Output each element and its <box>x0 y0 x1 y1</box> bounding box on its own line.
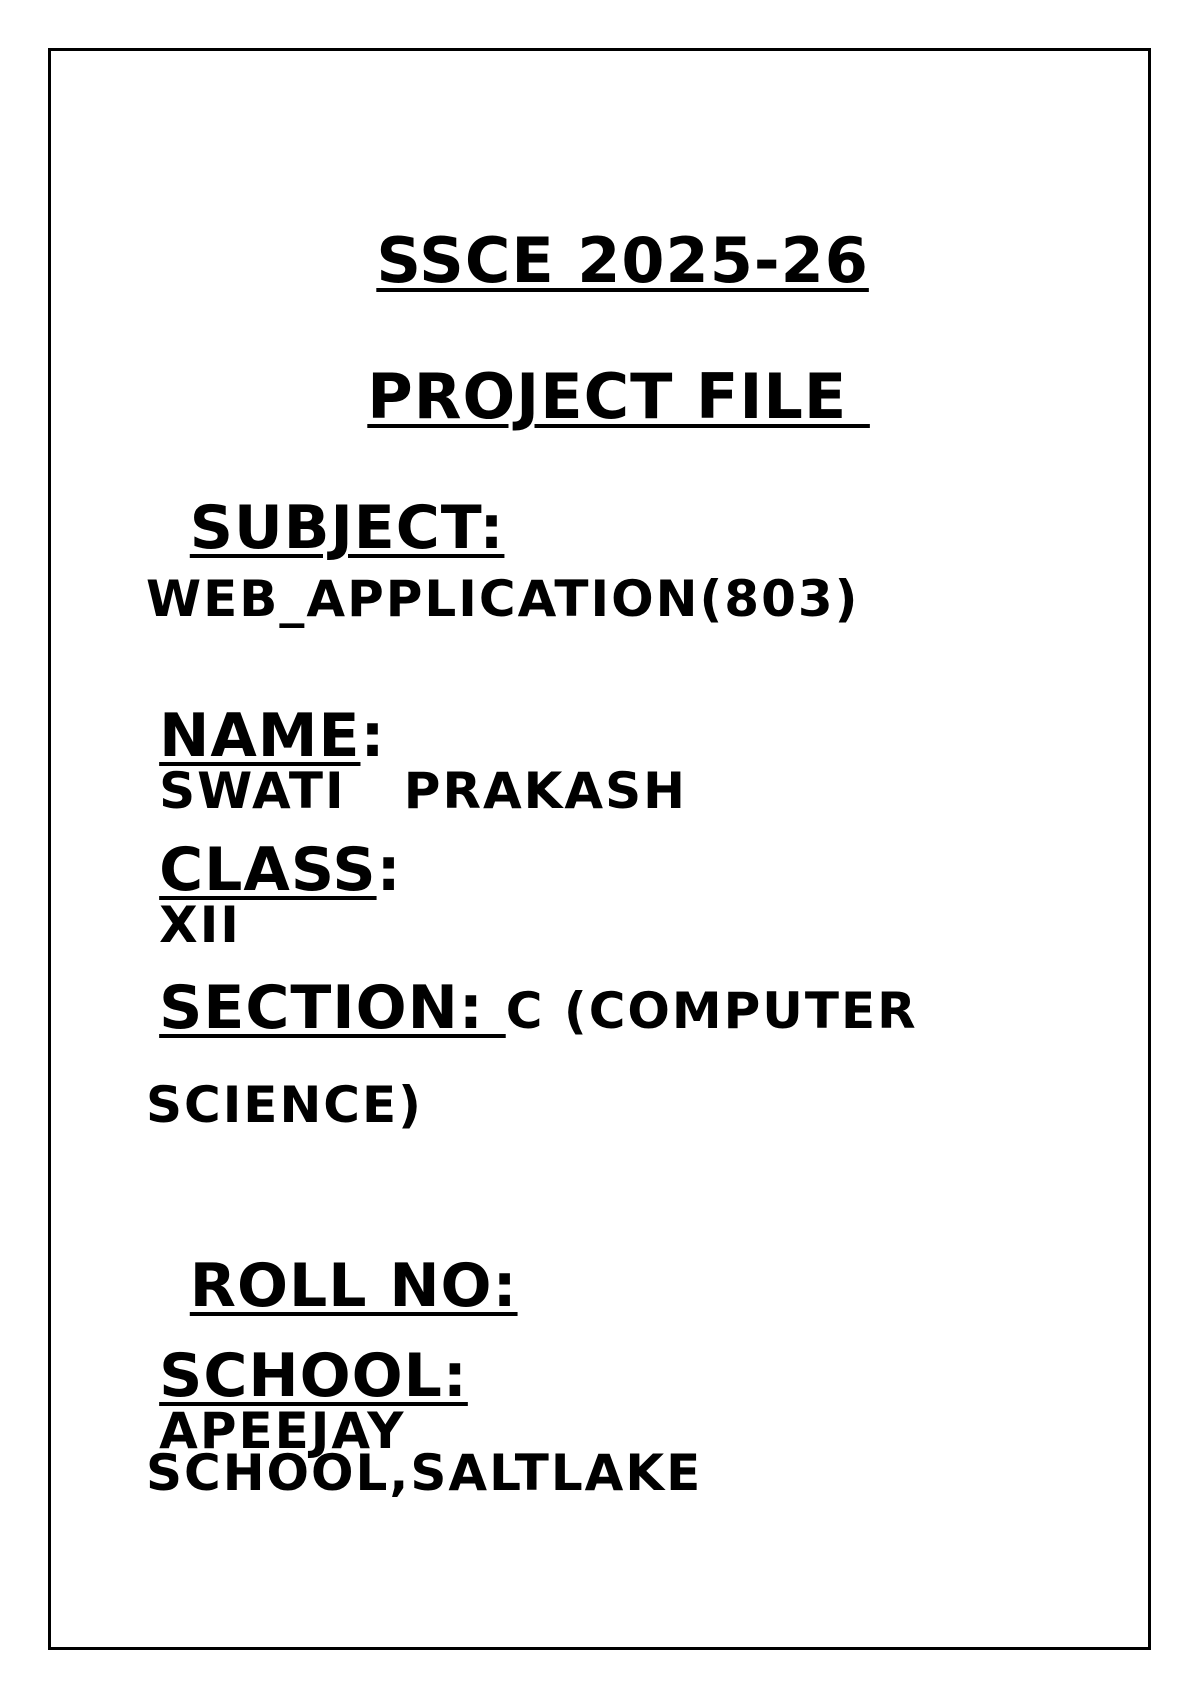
class-colon: : <box>376 835 402 905</box>
project-file-title-text: PROJECT FILE <box>367 360 870 433</box>
subject-value: WEB_APPLICATION(803) <box>146 570 860 628</box>
school-label: SCHOOL: <box>159 1341 468 1411</box>
section-line <box>146 962 918 1043</box>
roll-no-line <box>146 1196 518 1321</box>
subject-label-line <box>146 438 505 563</box>
class-label: CLASS <box>159 835 377 905</box>
project-file-title <box>0 304 1196 433</box>
subject-label: SUBJECT: <box>189 493 505 563</box>
school-value-line1: APEEJAY <box>159 1402 406 1460</box>
school-value-line2: SCHOOL,SALTLAKE <box>146 1444 703 1502</box>
section-value-line1: C (COMPUTER <box>505 982 918 1040</box>
school-line <box>146 1330 468 1460</box>
name-line <box>146 690 687 820</box>
name-colon: : <box>360 701 386 771</box>
name-label: NAME <box>159 701 361 771</box>
name-value: SWATI PRAKASH <box>159 762 687 820</box>
class-value: XII <box>159 896 241 954</box>
exam-title-text: SSCE 2025-26 <box>376 224 869 297</box>
exam-title <box>0 168 1200 297</box>
section-label: SECTION: <box>159 973 506 1043</box>
class-line <box>146 824 402 954</box>
section-value-line2: SCIENCE) <box>146 1076 424 1134</box>
roll-no-label: ROLL NO: <box>189 1251 518 1321</box>
